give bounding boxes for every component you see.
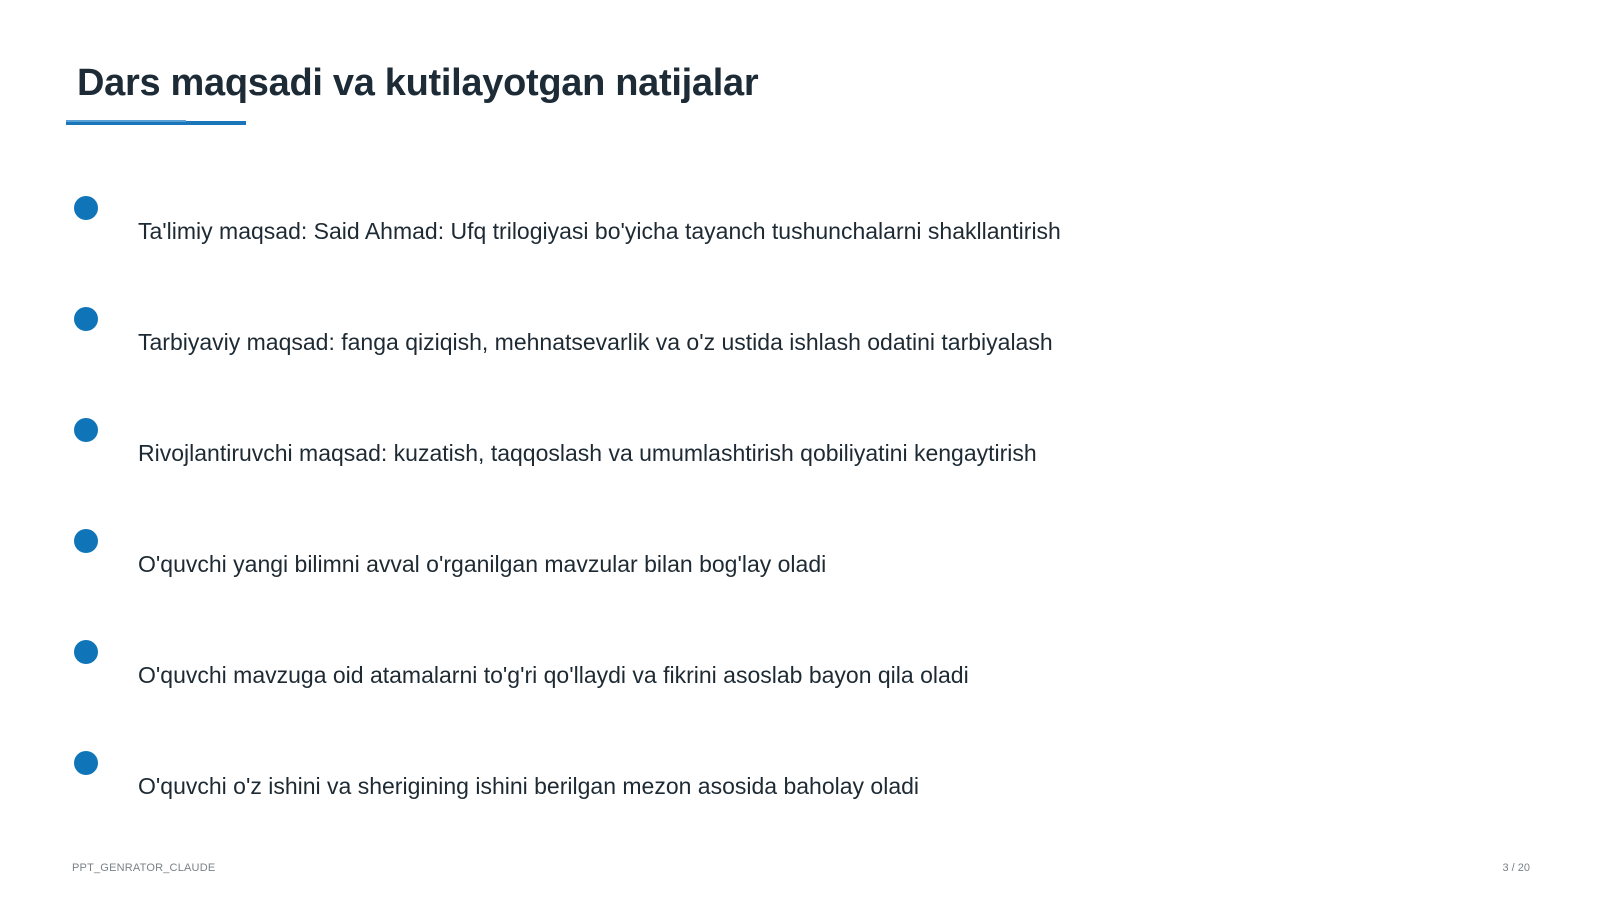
bullet-item [0,640,1400,700]
bullet-dot-icon [74,751,98,775]
slide-title: Dars maqsadi va kutilayotgan natijalar [77,62,759,104]
title-underline-accent [66,120,186,122]
bullet-item [0,307,1400,367]
bullet-item [0,196,1400,256]
bullet-text: Ta'limiy maqsad: Said Ahmad: Ufq trilogiyasi bo'yicha tayanch tushunchalarni shakllantirish [138,218,1061,244]
bullet-dot-icon [74,418,98,442]
bullet-dot-icon [74,196,98,220]
bullet-text: Tarbiyaviy maqsad: fanga qiziqish, mehnatsevarlik va o'z ustida ishlash odatini tarbiyalash [138,329,1053,355]
bullet-item [0,529,1400,589]
bullet-dot-icon [74,640,98,664]
bullet-text: O'quvchi mavzuga oid atamalarni to'g'ri qo'llaydi va fikrini asoslab bayon qila oladi [138,662,969,688]
bullet-item [0,418,1400,478]
page-indicator: 3 / 20 [1502,862,1530,874]
bullet-text: O'quvchi yangi bilimni avval o'rganilgan mavzular bilan bog'lay oladi [138,551,827,577]
bullet-text: Rivojlantiruvchi maqsad: kuzatish, taqqoslash va umumlashtirish qobiliyatini kengaytirish [138,440,1037,466]
footer-source-label: PPT_GENRATOR_CLAUDE [72,862,216,874]
bullet-text: O'quvchi o'z ishini va sherigining ishini berilgan mezon asosida baholay oladi [138,773,920,799]
bullet-dot-icon [74,307,98,331]
bullet-dot-icon [74,529,98,553]
bullet-item [0,751,1400,811]
